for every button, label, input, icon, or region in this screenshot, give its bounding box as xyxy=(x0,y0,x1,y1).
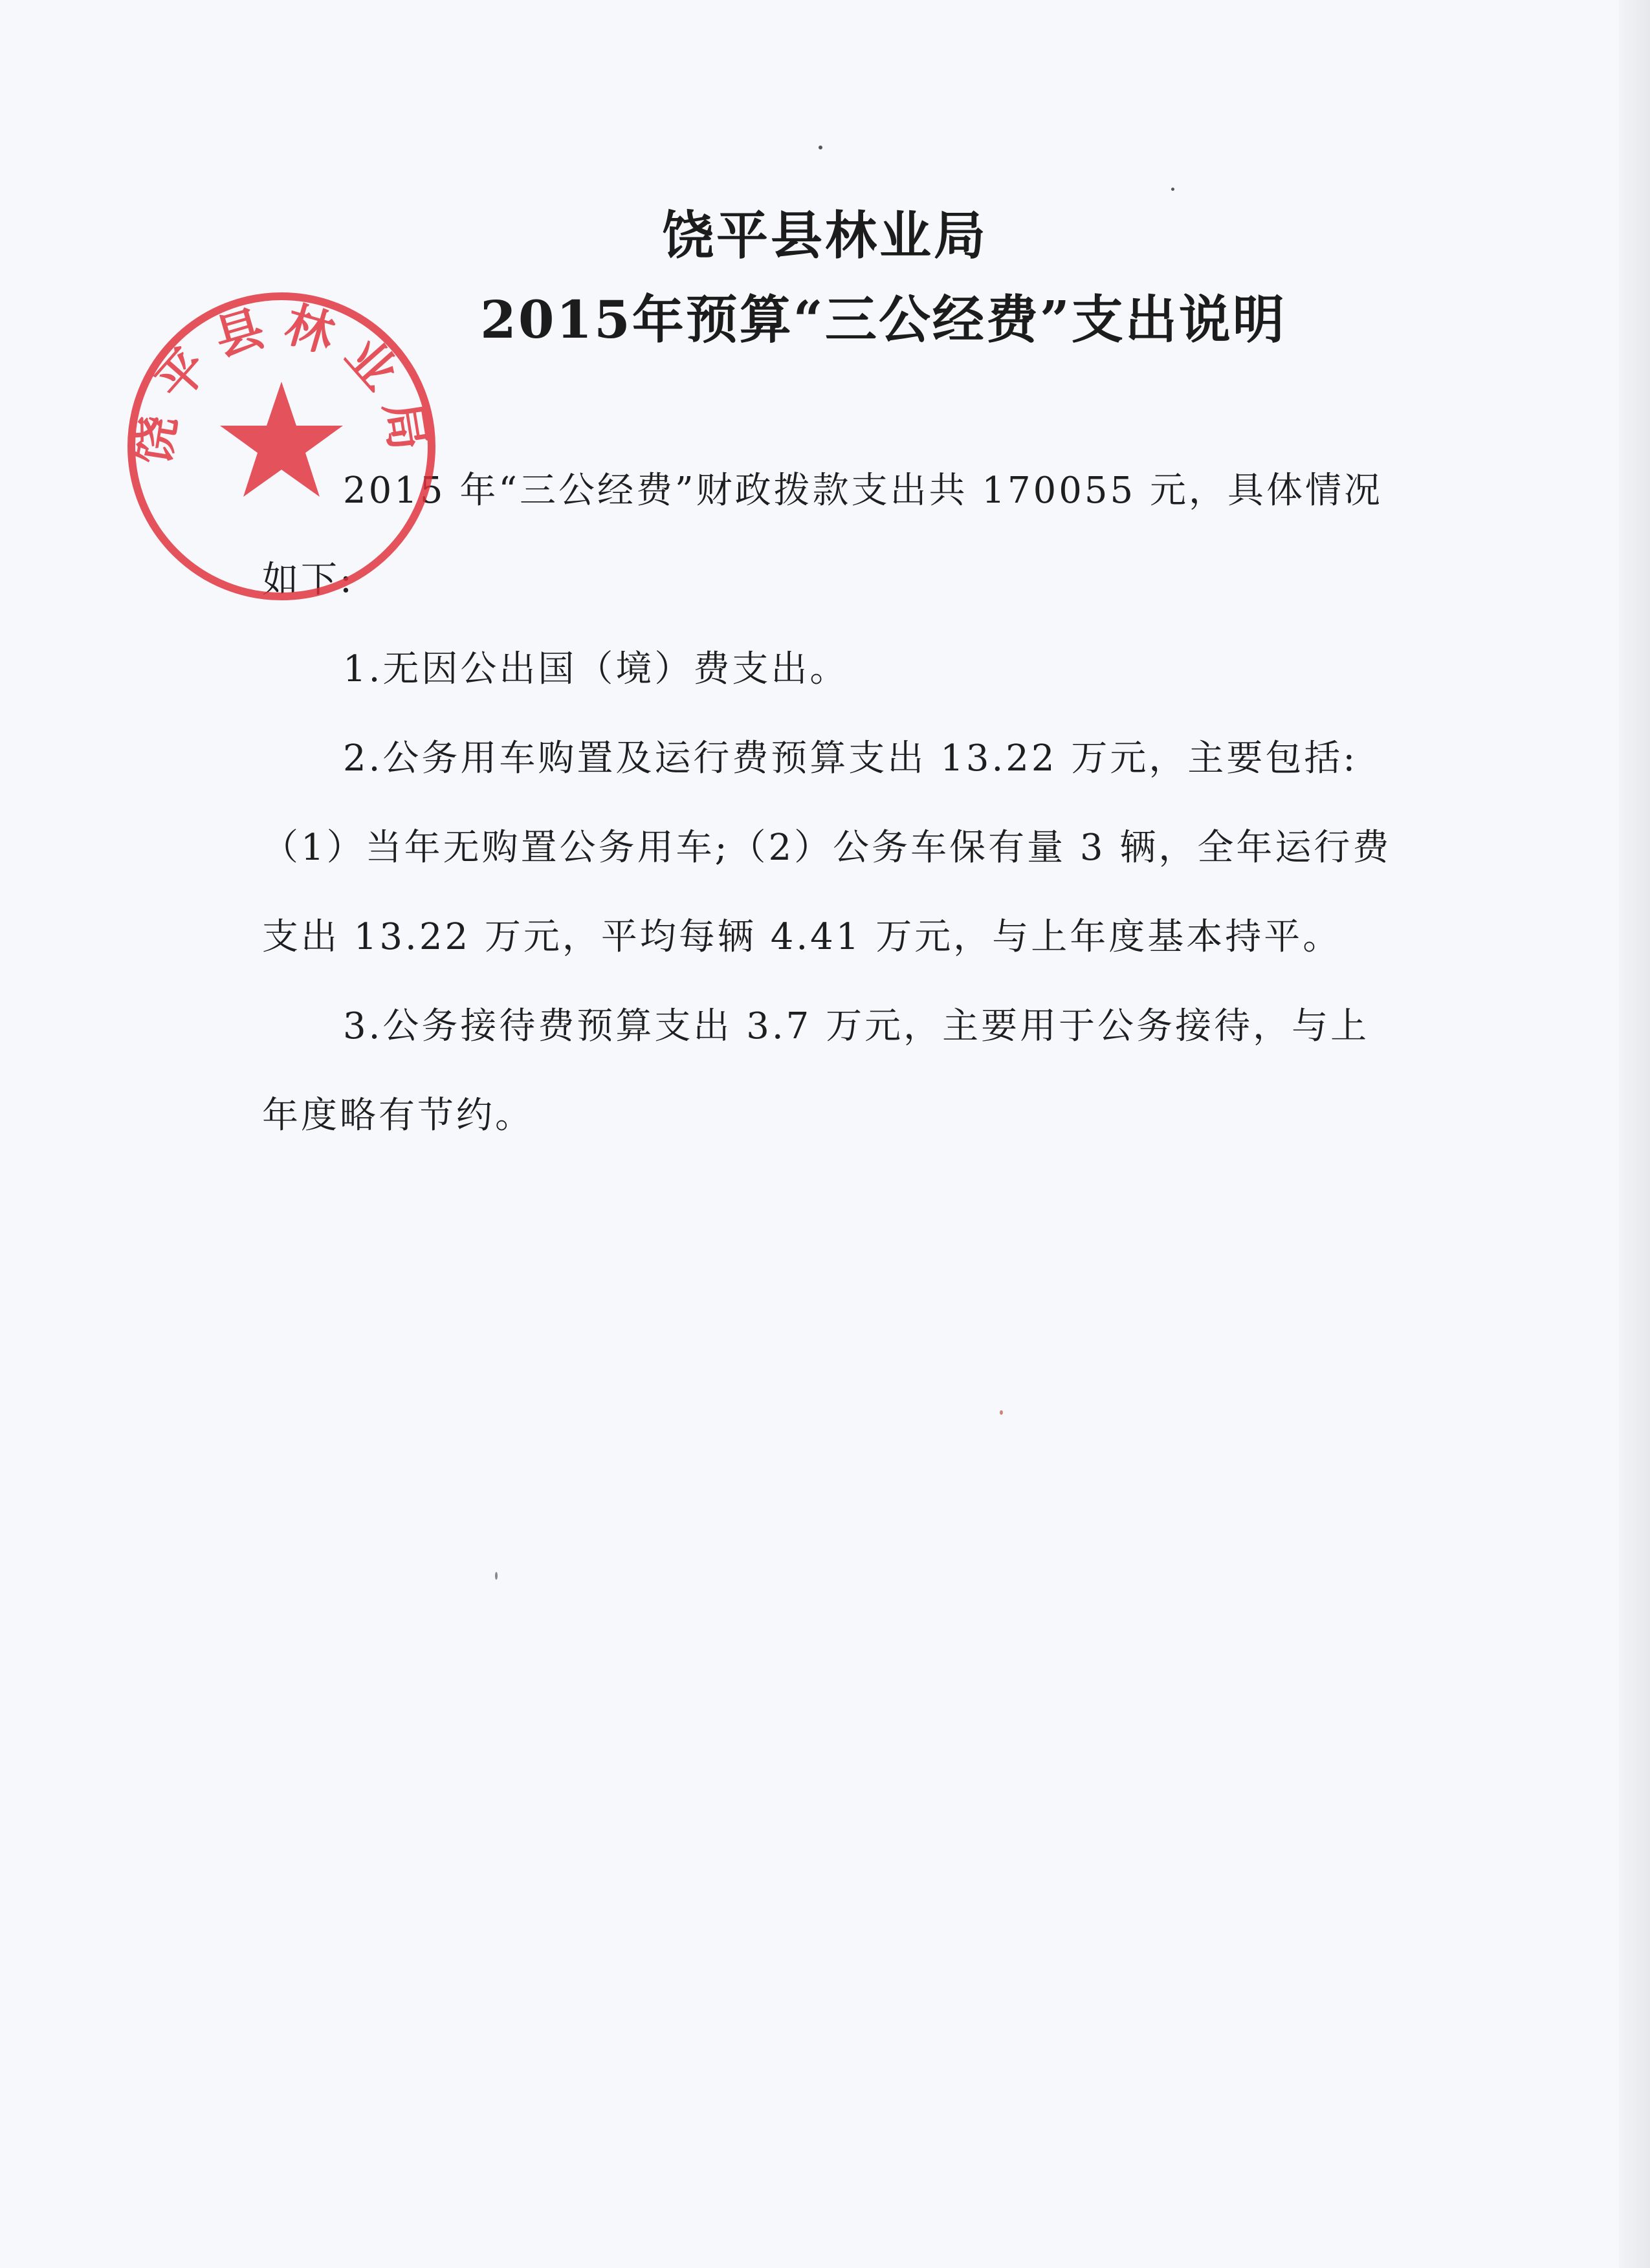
official-seal xyxy=(120,285,443,608)
document-subtitle: 2015年预算“三公经费”支出说明 xyxy=(480,289,1286,350)
seal-star-icon xyxy=(220,382,343,497)
scan-speck xyxy=(495,1572,498,1580)
paragraph-intro: 2015 年“三公经费”财政拨款支出共 170055 元，具体情况如下: xyxy=(262,470,1383,601)
paragraph-item-2: 2.公务用车购置及运行费预算支出 13.22 万元，主要包括:（1）当年无购置公务用车;（2）公务车保有量 3 辆，全年运行费支出 13.22 万元，平均每辆 4.41 万元，与上年度基本持平。 xyxy=(262,737,1392,958)
scan-speck xyxy=(1171,188,1174,191)
paragraph-item-1: 1.无因公出国（境）费支出。 xyxy=(343,648,849,690)
seal-text: 饶平县林业局 xyxy=(124,296,439,468)
scan-speck xyxy=(1000,1410,1003,1415)
scan-speck xyxy=(819,146,822,149)
paragraph-item-3: 3.公务接待费预算支出 3.7 万元，主要用于公务接待，与上年度略有节约。 xyxy=(262,1005,1370,1137)
document-title: 饶平县林业局 xyxy=(662,205,988,266)
